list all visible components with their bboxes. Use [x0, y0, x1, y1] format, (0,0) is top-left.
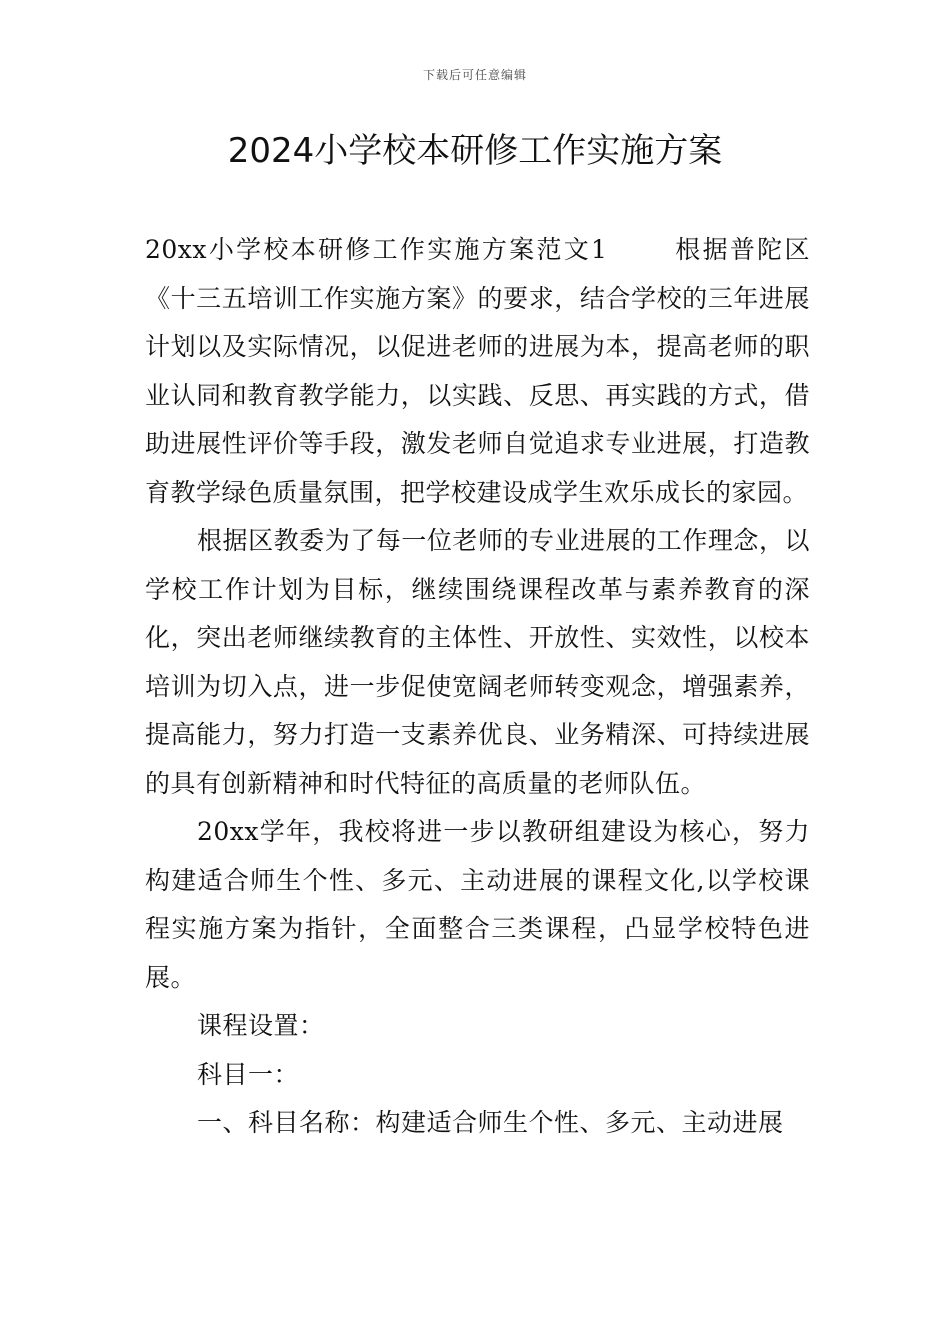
paragraph-1-text: 根据普陀区《十三五培训工作实施方案》的要求，结合学校的三年进展计划以及实际情况，以促进老师的进展为本，提高老师的职业认同和教育教学能力，以实践、反思、再实践的方式，借助进展性评价等手段，激发老师自觉追求专业进展，打造教育教学绿色质量氛围，把学校建设成学生欢乐成长的家园。	[145, 235, 810, 507]
paragraph-2: 根据区教委为了每一位老师的专业进展的工作理念，以学校工作计划为目标，继续围绕课程改革与素养教育的深化，突出老师继续教育的主体性、开放性、实效性，以校本培训为切入点，进一步促使宽阔老师转变观念，增强素养，提高能力，努力打造一支素养优良、业务精深、可持续进展的具有创新精神和时代特征的高质量的老师队伍。	[145, 526, 810, 798]
paragraph-1-lead: 20xx小学校本研修工作实施方案范文1	[145, 235, 608, 264]
paragraph-1	[145, 226, 810, 517]
download-note: 下载后可任意编辑	[422, 68, 527, 82]
document-body	[145, 226, 810, 1148]
subject-name-line: 一、科目名称：构建适合师生个性、多元、主动进展	[197, 1108, 784, 1137]
subject-one-heading: 科目一：	[197, 1059, 300, 1089]
paragraph-3: 20xx学年，我校将进一步以教研组建设为核心，努力构建适合师生个性、多元、主动进展的课程文化,以学校课程实施方案为指针，全面整合三类课程，凸显学校特色进展。	[145, 817, 810, 992]
document-title: 2024小学校本研修工作实施方案	[227, 131, 723, 171]
course-setup-heading: 课程设置：	[197, 1011, 325, 1040]
